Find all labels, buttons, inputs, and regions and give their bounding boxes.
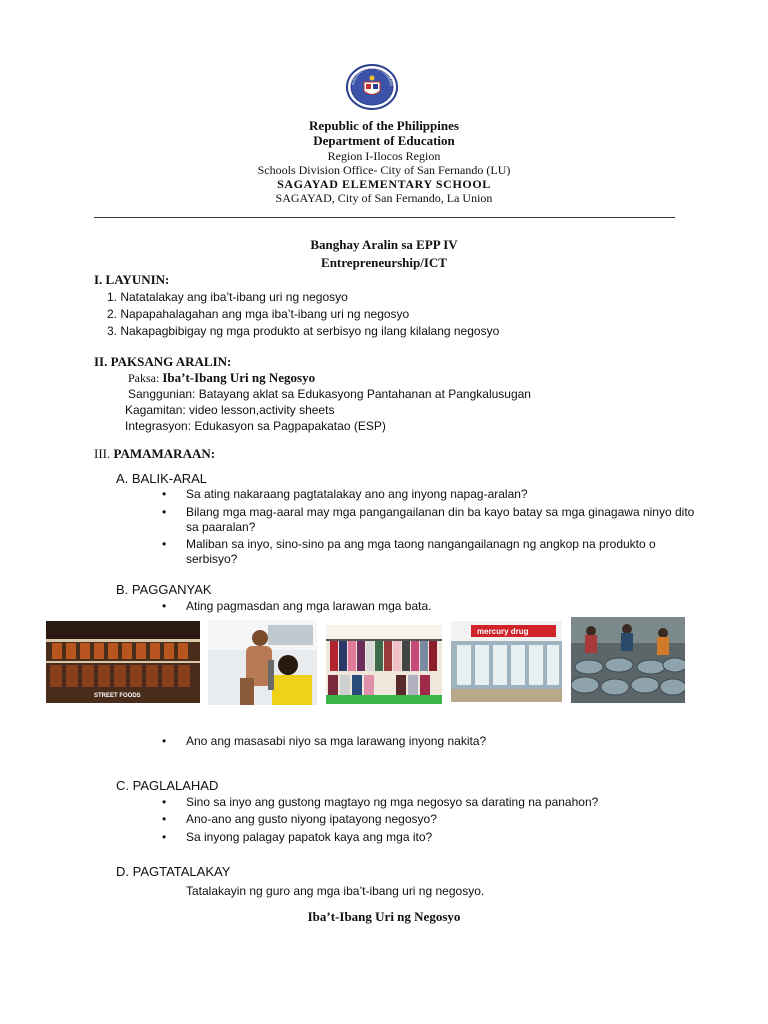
- layunin-item: 1. Natatalakay ang iba’t-ibang uri ng negosyo: [107, 290, 348, 304]
- bullet-icon: •: [162, 537, 167, 551]
- bullet-icon: •: [162, 795, 167, 809]
- paksang-aralin-heading: II. PAKSANG ARALIN:: [94, 354, 232, 369]
- pagtatalakay-label: D. PAGTATALAKAY: [116, 864, 231, 879]
- bullet-icon: •: [162, 599, 167, 613]
- paksa-label: Paksa:: [128, 371, 163, 385]
- list-item-text: Sa ating nakaraang pagtatalakay ano ang inyong napag-aralan?: [186, 487, 528, 501]
- kagamitan-line: Kagamitan: video lesson,activity sheets: [125, 403, 335, 417]
- layunin-item: 3. Nakapagbibigay ng mga produkto at serbisyo ng ilang kilalang negosyo: [107, 324, 500, 338]
- paksa-line: [128, 371, 315, 385]
- school-name: SAGAYAD ELEMENTARY SCHOOL: [277, 177, 491, 191]
- barbershop-photo: [208, 620, 317, 705]
- school-address: SAGAYAD, City of San Fernando, La Union: [275, 191, 493, 205]
- paglalahad-label: C. PAGLALAHAD: [116, 778, 219, 793]
- list-item-text: Ano ang masasabi niyo sa mga larawang inyong nakita?: [186, 734, 487, 748]
- list-item: [162, 599, 432, 614]
- bullet-icon: •: [162, 830, 167, 844]
- balik-aral-label: A. BALIK-ARAL: [116, 471, 208, 486]
- lesson-title: Banghay Aralin sa EPP IV: [310, 237, 458, 252]
- list-item-text: Ano-ano ang gusto niyong ipatayong negosyo?: [186, 812, 437, 826]
- list-item: [162, 830, 433, 845]
- layunin-heading: I. LAYUNIN:: [94, 272, 170, 287]
- street-foods-caption: STREET FOODS: [94, 693, 141, 699]
- bullet-icon: •: [162, 487, 167, 501]
- list-item: [162, 537, 706, 567]
- bullet-icon: •: [162, 505, 167, 519]
- lesson-subtitle: Entrepreneurship/ICT: [321, 255, 447, 270]
- store-sign-text: mercury drug: [477, 627, 529, 636]
- drugstore-photo: [451, 621, 562, 702]
- bullet-icon: •: [162, 812, 167, 826]
- list-item-text: Bilang mga mag-aaral may mga pangangailanan din ba kayo batay sa mga ginagawa ninyo dito sa paaralan?: [186, 505, 695, 534]
- layunin-item: 2. Napapahalagahan ang mga iba’t-ibang uri ng negosyo: [107, 307, 410, 321]
- division-line: Schools Division Office- City of San Fernando (LU): [257, 163, 511, 177]
- department-line: Department of Education: [313, 133, 455, 148]
- clothing-store-photo: [326, 625, 442, 704]
- street-food-photo: [46, 621, 200, 703]
- pamamaraan-number: III.: [94, 446, 114, 461]
- paksa-value: Iba’t-Ibang Uri ng Negosyo: [162, 370, 316, 385]
- pagtatalakay-text: Tatalakayin ng guro ang mga iba’t-ibang uri ng negosyo.: [186, 884, 485, 898]
- list-item: [162, 734, 487, 749]
- list-item: [162, 505, 706, 535]
- list-item: [162, 487, 706, 502]
- header-divider: [94, 217, 675, 218]
- list-item-text: Maliban sa inyo, sino-sino pa ang mga taong nangangailanagn ng angkop na produkto o serbisyo?: [186, 537, 656, 566]
- seal-text: KAGAWARAN NG EDUKAS: [350, 64, 394, 87]
- sanggunian-line: Sanggunian: Batayang aklat sa Edukasyong Pantahanan at Pangkalusugan: [128, 387, 531, 401]
- list-item-text: Sa inyong palagay papatok kaya ang mga ito?: [186, 830, 433, 844]
- list-item-text: Ating pagmasdan ang mga larawan mga bata.: [186, 599, 432, 613]
- region-line: Region I-Ilocos Region: [327, 149, 441, 163]
- list-item-text: Sino sa inyo ang gustong magtayo ng mga negosyo sa darating na panahon?: [186, 795, 599, 809]
- deped-seal: [346, 64, 398, 110]
- section-title: Iba’t-Ibang Uri ng Negosyo: [307, 909, 461, 924]
- bullet-icon: •: [162, 734, 167, 748]
- pamamaraan-title: PAMAMARAAN:: [113, 446, 216, 461]
- integrasyon-line: Integrasyon: Edukasyon sa Pagpapakatao (ESP): [125, 419, 386, 433]
- list-item: [162, 812, 437, 827]
- pamamaraan-heading: [94, 446, 215, 461]
- fish-market-photo: [571, 617, 685, 703]
- pagganyak-label: B. PAGGANYAK: [116, 582, 212, 597]
- list-item: [162, 795, 599, 810]
- republic-line: Republic of the Philippines: [309, 118, 459, 133]
